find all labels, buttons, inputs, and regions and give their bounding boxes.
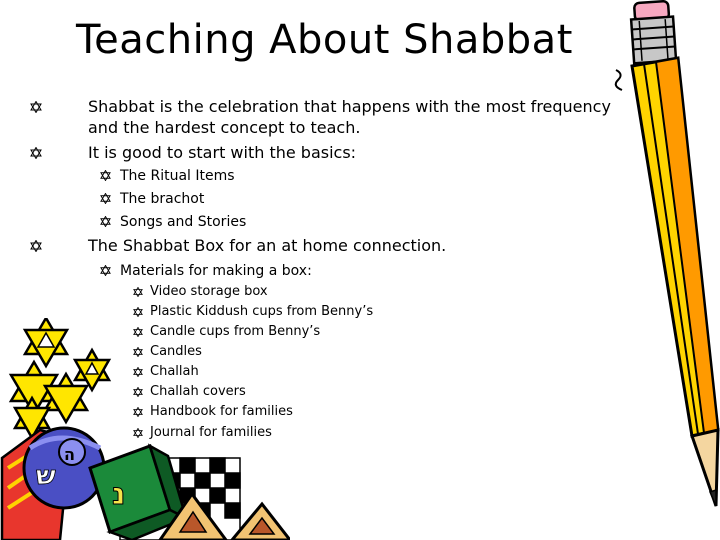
bullet-frequency-cont bbox=[88, 117, 360, 139]
bullet-shabbat-box bbox=[30, 235, 446, 258]
svg-text:ש: ש bbox=[36, 461, 56, 491]
star-of-david-icon bbox=[133, 282, 150, 304]
bullet-basics bbox=[30, 142, 356, 165]
material-text: Journal for families bbox=[150, 425, 272, 440]
sub-bullet-materials bbox=[100, 261, 312, 282]
star-of-david-icon bbox=[100, 212, 120, 233]
star-of-david-icon bbox=[30, 142, 88, 165]
sub-bullet-brachot bbox=[100, 189, 204, 210]
material-text: Video storage box bbox=[150, 284, 268, 299]
sub-bullet-songs-stories bbox=[100, 212, 246, 233]
bullet-text: It is good to start with the basics: bbox=[88, 143, 357, 162]
star-of-david-icon bbox=[100, 166, 120, 187]
bullet-text: Songs and Stories bbox=[120, 214, 247, 230]
star-of-david-icon bbox=[75, 350, 109, 390]
bullet-text: Materials for making a box: bbox=[120, 263, 312, 279]
bullet-frequency bbox=[30, 96, 611, 119]
bullet-text: Shabbat is the celebration that happens with the most frequency bbox=[88, 97, 611, 116]
stars-dreidel-hamantaschen-clipart bbox=[0, 318, 290, 540]
material-item bbox=[133, 282, 268, 304]
material-text: Plastic Kiddush cups from Benny’s bbox=[150, 304, 374, 319]
bullet-text: and the hardest concept to teach. bbox=[88, 118, 361, 137]
bullet-text: The Ritual Items bbox=[120, 168, 235, 184]
material-text: Challah covers bbox=[150, 384, 246, 399]
material-text: Handbook for families bbox=[150, 404, 293, 419]
slide-title: Teaching About Shabbat bbox=[76, 17, 573, 63]
star-of-david-icon bbox=[25, 318, 67, 366]
bullet-text: The brachot bbox=[120, 191, 205, 207]
star-of-david-icon bbox=[30, 235, 88, 258]
star-of-david-icon bbox=[100, 261, 120, 282]
bullet-text: The Shabbat Box for an at home connection. bbox=[88, 236, 447, 255]
svg-text:ה: ה bbox=[64, 445, 75, 464]
svg-text:נ: נ bbox=[112, 477, 126, 512]
sub-bullet-ritual-items bbox=[100, 166, 235, 187]
material-text: Candle cups from Benny’s bbox=[150, 324, 321, 339]
material-text: Challah bbox=[150, 364, 199, 379]
pencil-clipart bbox=[594, 0, 720, 540]
star-of-david-icon bbox=[100, 189, 120, 210]
star-of-david-icon bbox=[30, 96, 88, 119]
material-text: Candles bbox=[150, 344, 202, 359]
